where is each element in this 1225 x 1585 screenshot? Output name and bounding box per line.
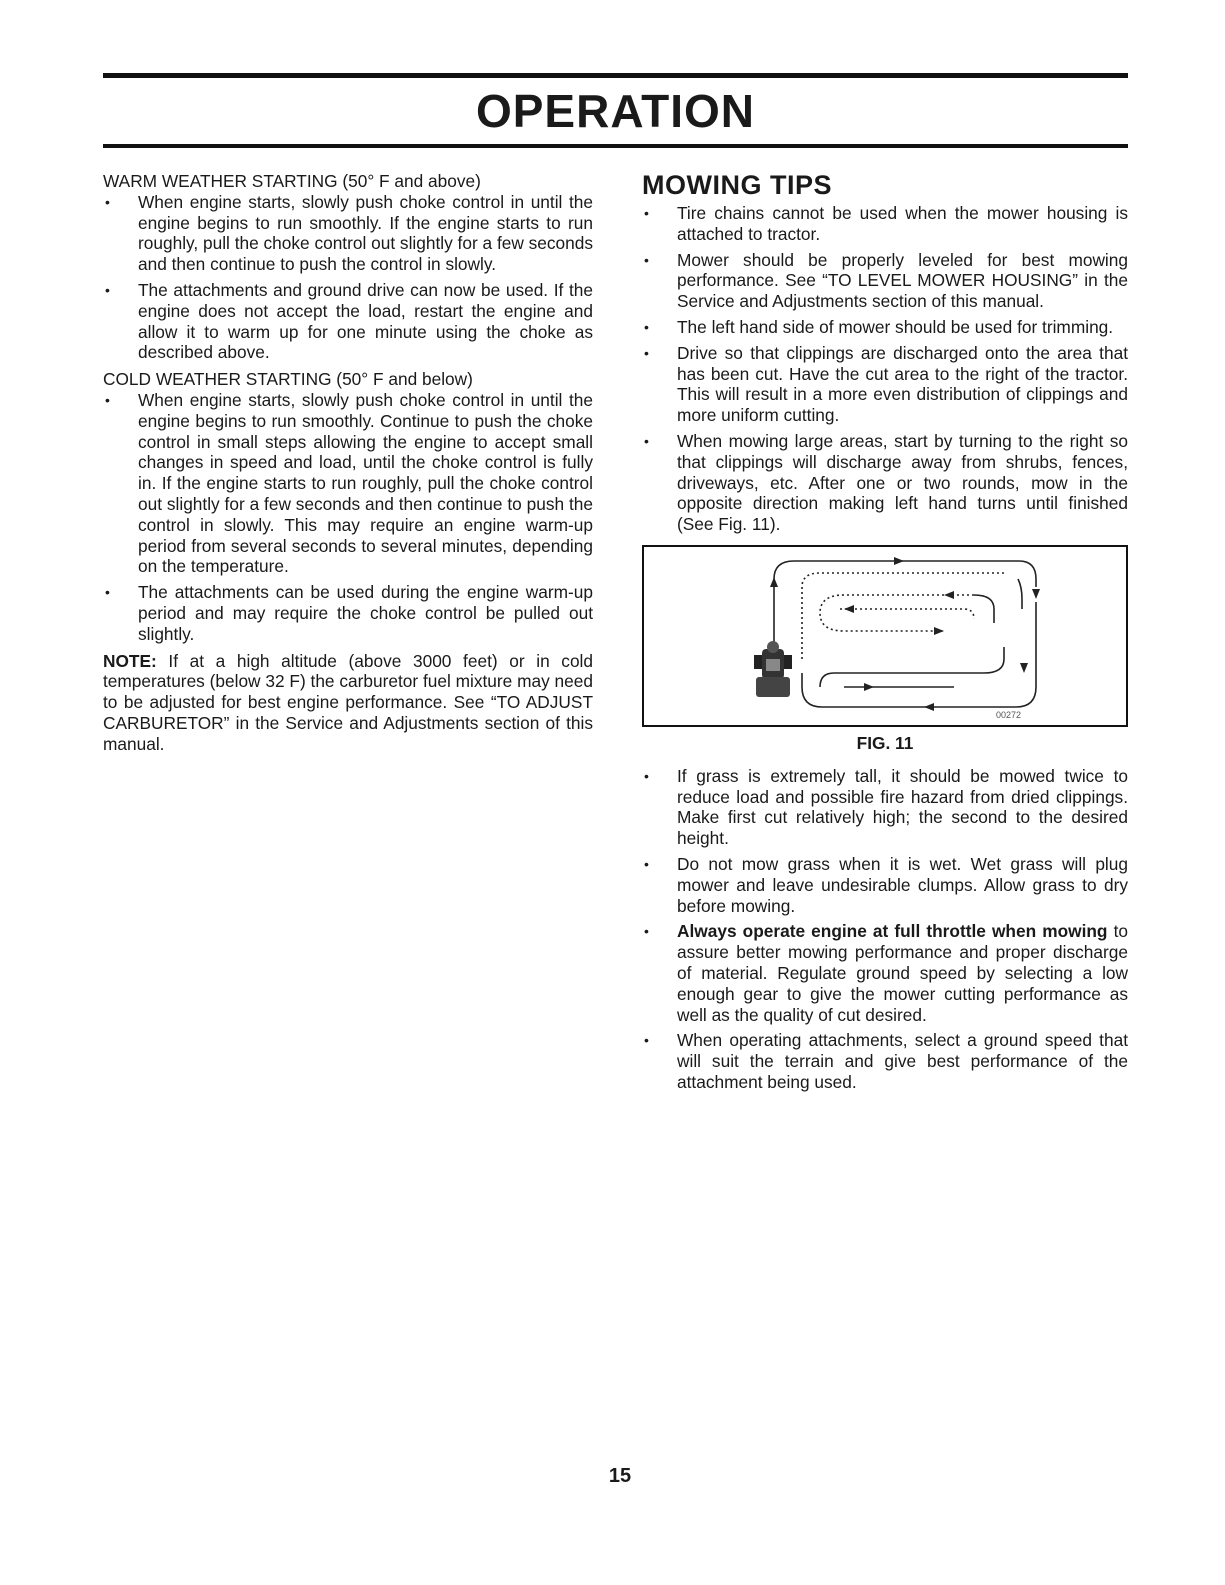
page-title: OPERATION bbox=[475, 85, 756, 137]
mowing-tips-list-top bbox=[642, 203, 1128, 535]
mowing-pattern-diagram bbox=[644, 547, 1126, 725]
list-item: • Mower should be properly leveled for best mowing performance. See “TO LEVEL MOWER HOUSING” in the Service and Adjustments section of this manual. bbox=[642, 250, 1128, 312]
arrow-up-icon bbox=[770, 577, 778, 587]
warm-weather-list bbox=[103, 192, 593, 363]
inner-path-2 bbox=[820, 647, 1004, 687]
header-rule-top bbox=[103, 73, 1128, 78]
arrow-right-icon bbox=[934, 627, 944, 635]
note-text: If at a high altitude (above 3000 feet) or in cold temperatures (below 32 F) the carburetor fuel mixture may need to be adjusted for best engine performance. See “TO ADJUST CARBURETOR” in the Service and Adjustments section of this manual. bbox=[103, 650, 593, 754]
inner-path-1-right bbox=[974, 595, 994, 623]
list-item: • The attachments and ground drive can now be used. If the engine does not accept the load, restart the engine and allow it to warm up for one minute using the choke as described above. bbox=[103, 280, 593, 363]
direction-arrows bbox=[770, 557, 1040, 711]
list-item: • When engine starts, slowly push choke control in until the engine begins to run smoothly. Continue to push the choke control in small steps allowing the engine to accept small changes in speed and load, until the choke control is fully in. If the engine starts to run roughly, pull the choke control out slightly for a few seconds and then continue to push the control in slowly. This may require an engine warm-up period from several seconds to several minutes, depending on the temperature. bbox=[103, 390, 593, 577]
arrow-left-icon bbox=[944, 591, 954, 599]
arrow-up-icon bbox=[1020, 663, 1028, 673]
mowing-tips-heading: MOWING TIPS bbox=[642, 170, 832, 200]
second-path bbox=[802, 573, 1004, 659]
arrow-right-icon bbox=[894, 557, 904, 565]
arrow-right-icon bbox=[864, 683, 874, 691]
second-path-right bbox=[1018, 579, 1022, 609]
inner-path-1 bbox=[820, 595, 974, 631]
cold-weather-list bbox=[103, 390, 593, 645]
mowing-tips-list-bottom bbox=[642, 766, 1128, 1093]
inner-path-3 bbox=[840, 609, 974, 619]
left-column bbox=[103, 171, 593, 755]
cold-weather-heading: COLD WEATHER STARTING (50° F and below) bbox=[103, 369, 473, 390]
figure-caption: FIG. 11 bbox=[856, 732, 914, 753]
arrow-down-icon bbox=[1032, 589, 1040, 599]
outer-path-bottom bbox=[802, 602, 1036, 707]
figure-11-box bbox=[642, 545, 1128, 727]
bold-emphasis: Always operate engine at full throttle when mowing bbox=[677, 921, 1108, 942]
list-item: • When mowing large areas, start by turning to the right so that clippings will discharge away from shrubs, fences, driveways, etc. After one or two rounds, mow in the opposite direction making left hand turns until finished (See Fig. 11). bbox=[642, 431, 1128, 535]
arrow-left-icon bbox=[924, 703, 934, 711]
warm-weather-heading: WARM WEATHER STARTING (50° F and above) bbox=[103, 171, 481, 191]
list-item: • Drive so that clippings are discharged onto the area that has been cut. Have the cut area to the right of the tractor. This will result in a more even distribution of clippings and more uniform cutting. bbox=[642, 343, 1128, 426]
page-number: 15 bbox=[608, 1465, 632, 1487]
list-item: • When engine starts, slowly push choke control in until the engine begins to run smoothly. If the engine starts to run roughly, pull the choke control out slightly for a few seconds and then continue to push the control in slowly. bbox=[103, 192, 593, 275]
figure-code: 00272 bbox=[996, 709, 1022, 720]
list-item: • The attachments can be used during the engine warm-up period and may require the choke control be pulled out slightly. bbox=[103, 582, 593, 644]
note-label: NOTE: bbox=[103, 650, 157, 671]
right-column bbox=[642, 170, 1128, 1099]
header-rule-bottom bbox=[103, 144, 1128, 148]
list-item: • When operating attachments, select a ground speed that will suit the terrain and give best performance of the attachment being used. bbox=[642, 1030, 1128, 1092]
list-item: • If grass is extremely tall, it should be mowed twice to reduce load and possible fire hazard from dried clippings. Make first cut relatively high; the second to the desired height. bbox=[642, 766, 1128, 849]
arrow-left-icon bbox=[844, 605, 854, 613]
list-item: • The left hand side of mower should be used for trimming. bbox=[642, 317, 1128, 338]
list-item: • Always operate engine at full throttle when mowing to assure better mowing performance and proper discharge of material. Regulate ground speed by selecting a low enough gear to give the mower cutting performance as well as the quality of cut desired. bbox=[642, 921, 1128, 1025]
list-item: • Tire chains cannot be used when the mower housing is attached to tractor. bbox=[642, 203, 1128, 245]
list-item: • Do not mow grass when it is wet. Wet grass will plug mower and leave undesirable clumps. Allow grass to dry before mowing. bbox=[642, 854, 1128, 916]
note-paragraph bbox=[103, 651, 593, 755]
tractor-icon bbox=[754, 641, 792, 697]
